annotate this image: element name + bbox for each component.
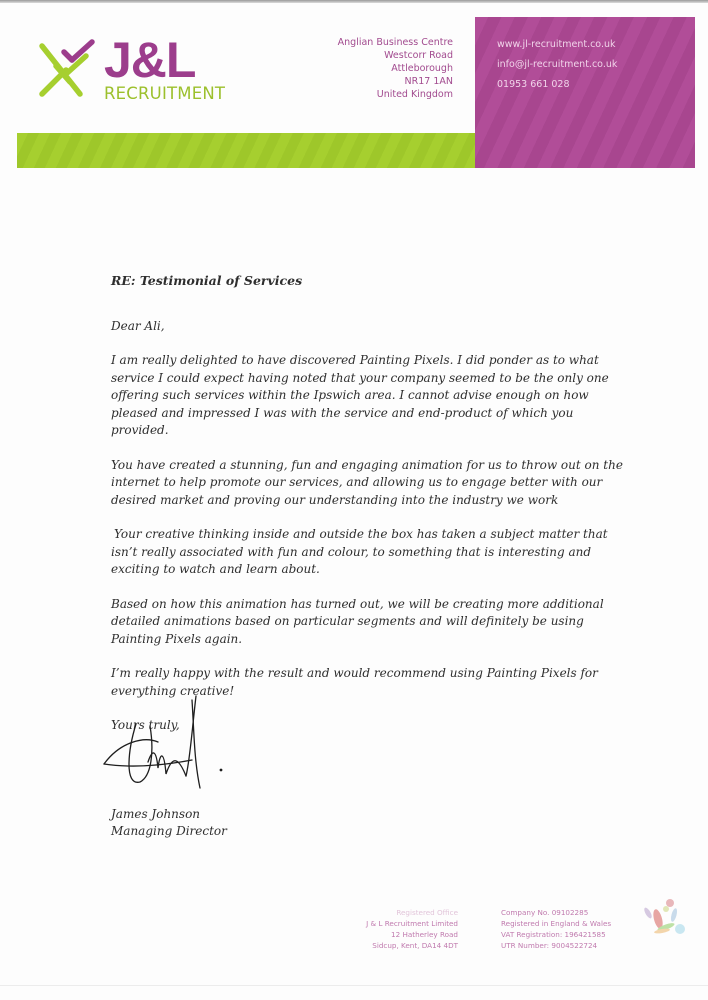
office-line: 12 Hatherley Road	[391, 930, 458, 939]
logo-subtitle: RECRUITMENT	[104, 84, 226, 103]
logo-cross-icon	[36, 36, 98, 102]
website-link[interactable]: www.jl-recruitment.co.uk	[497, 39, 616, 50]
vat-registration: VAT Registration: 196421585	[501, 930, 606, 939]
letter-closing: Yours truly,	[111, 718, 180, 732]
contact-box	[475, 17, 695, 168]
page-top-edge	[0, 0, 708, 3]
header-green-band	[17, 133, 475, 168]
colorful-brush-logo-icon	[640, 893, 690, 939]
office-line: Sidcup, Kent, DA14 4DT	[372, 941, 458, 950]
address-line: Westcorr Road	[384, 50, 453, 61]
phone-number: 01953 661 028	[497, 79, 570, 90]
company-address	[338, 36, 453, 101]
address-line: Anglian Business Centre	[337, 37, 453, 48]
address-line: NR17 1AN	[404, 76, 453, 87]
company-registration	[501, 907, 611, 951]
signer-name: James Johnson	[111, 807, 201, 821]
signer-title: Managing Director	[111, 824, 227, 838]
registered-in: Registered in England & Wales	[501, 919, 612, 928]
letter-salutation: Dear Ali,	[111, 318, 165, 333]
signer-block	[111, 806, 227, 840]
letter-paragraph: I’m really happy with the result and would recommend using Painting Pixels for everything creative!	[111, 666, 598, 698]
company-logo	[36, 32, 236, 106]
handwritten-signature	[100, 690, 230, 800]
letter-subject: RE: Testimonial of Services	[111, 273, 303, 288]
address-line: United Kingdom	[376, 89, 453, 100]
email-link[interactable]: info@jl-recruitment.co.uk	[497, 59, 618, 70]
company-number: Company No. 09102285	[501, 908, 589, 917]
logo-title: J&L	[104, 32, 196, 88]
registered-office	[366, 907, 458, 951]
utr-number: UTR Number: 9004522724	[501, 941, 598, 950]
letter-paragraph: I am really delighted to have discovered Painting Pixels. I did ponder as to what service I could expect having noted that your company seemed to be the only one offering such services within the Ipswich area. I cannot advise enough on how pleased and impressed I was with the service and end-product of which you provided.	[111, 353, 609, 437]
office-line: J & L Recruitment Limited	[366, 919, 458, 928]
address-line: Attleborough	[391, 63, 453, 74]
letter-paragraph: You have created a stunning, fun and engaging animation for us to throw out on the internet to help promote our services, and allowing us to engage better with our desired market and proving our understanding into the industry we work	[111, 457, 623, 507]
office-heading: Registered Office	[396, 908, 458, 917]
letter-paragraph: Your creative thinking inside and outside the box has taken a subject matter that isn’t really associated with fun and colour, to something that is interesting and exciting to watch and learn about.	[111, 527, 608, 576]
letter-paragraph: Based on how this animation has turned out, we will be creating more additional detailed animations based on particular segments and will definitely be using Painting Pixels again.	[111, 596, 604, 646]
page-bottom-edge	[0, 985, 708, 986]
letter-body	[111, 272, 631, 752]
